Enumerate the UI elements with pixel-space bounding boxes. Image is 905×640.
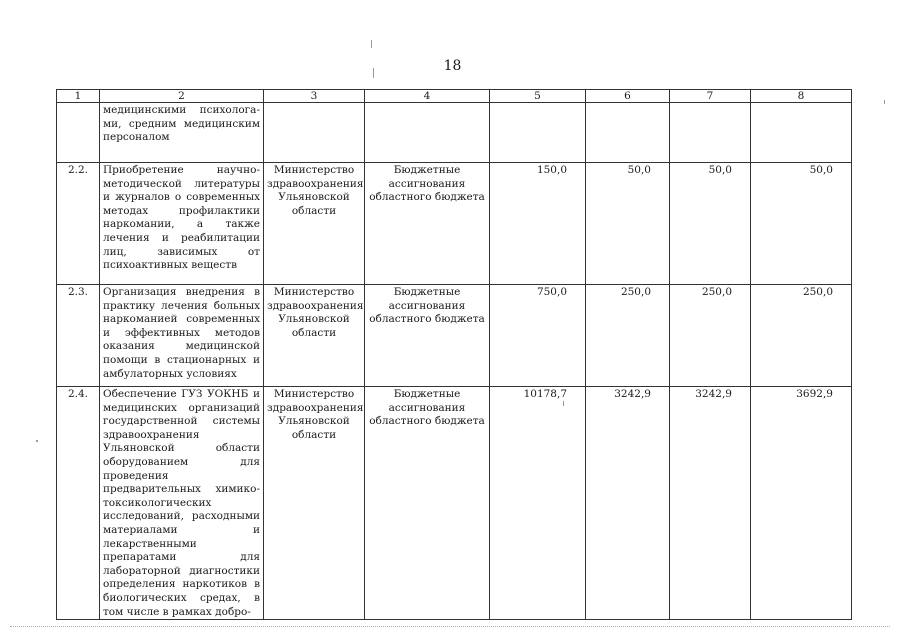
scan-artifact: [371, 40, 372, 48]
total-amount: 750,0: [490, 285, 586, 387]
funding-source: Бюджетные ассигнования областного бюджета: [365, 285, 490, 387]
scan-artifact: [373, 68, 374, 78]
year-amount: [586, 103, 670, 163]
total-amount: [490, 103, 586, 163]
row-number: 2.4.: [57, 387, 100, 620]
activity-description: медицинскими психолога-ми, средним медицинским персоналом: [100, 103, 264, 163]
scan-artifact: [884, 100, 885, 104]
year-amount: 250,0: [751, 285, 852, 387]
column-number: 4: [365, 90, 490, 103]
row-number: 2.2.: [57, 163, 100, 285]
year-amount: 3692,9: [751, 387, 852, 620]
year-amount: [751, 103, 852, 163]
header-row: [57, 90, 852, 103]
row-number: [57, 103, 100, 163]
scan-artifact: [36, 440, 38, 442]
column-number: 1: [57, 90, 100, 103]
year-amount: 3242,9: [586, 387, 670, 620]
funding-source: Бюджетные ассигнования областного бюджета: [365, 387, 490, 620]
table-row: [57, 387, 852, 620]
program-table: [56, 89, 852, 620]
year-amount: [670, 103, 751, 163]
executor: Министерство здравоохранения Ульяновской области: [264, 285, 365, 387]
column-number: 6: [586, 90, 670, 103]
activity-description: Обеспечение ГУЗ УОКНБ и медицинских организаций государственной системы здравоохранения Ульяновской области оборудованием для проведения предварительных химико-токсикологических исследований, расходными материалами и лекарственными препаратами для лабораторной диагностики определения наркотиков в биологических средах, в том числе в рамках добро-: [100, 387, 264, 620]
row-number: 2.3.: [57, 285, 100, 387]
total-amount: 10178,7: [490, 387, 586, 620]
executor: Министерство здравоохранения Ульяновской области: [264, 387, 365, 620]
year-amount: 250,0: [586, 285, 670, 387]
year-amount: 250,0: [670, 285, 751, 387]
executor: [264, 103, 365, 163]
table-row: [57, 285, 852, 387]
column-number: 2: [100, 90, 264, 103]
year-amount: 3242,9: [670, 387, 751, 620]
scan-artifact: [563, 401, 564, 406]
total-amount: 150,0: [490, 163, 586, 285]
column-number: 8: [751, 90, 852, 103]
executor: Министерство здравоохранения Ульяновской области: [264, 163, 365, 285]
column-number: 5: [490, 90, 586, 103]
year-amount: 50,0: [670, 163, 751, 285]
activity-description: Приобретение научно-методической литературы и журналов о современных методах профилактики наркомании, а также лечения и реабилитации лиц, зависимых от психоактивных веществ: [100, 163, 264, 285]
page-number: 18: [443, 58, 462, 74]
year-amount: 50,0: [751, 163, 852, 285]
table-row: [57, 163, 852, 285]
funding-source: [365, 103, 490, 163]
scan-edge-line: [10, 626, 890, 628]
year-amount: 50,0: [586, 163, 670, 285]
column-number: 3: [264, 90, 365, 103]
activity-description: Организация внедрения в практику лечения больных наркоманией современных и эффективных методов оказания медицинской помощи в стационарных и амбулаторных условиях: [100, 285, 264, 387]
funding-source: Бюджетные ассигнования областного бюджета: [365, 163, 490, 285]
table-row: [57, 103, 852, 163]
column-number: 7: [670, 90, 751, 103]
